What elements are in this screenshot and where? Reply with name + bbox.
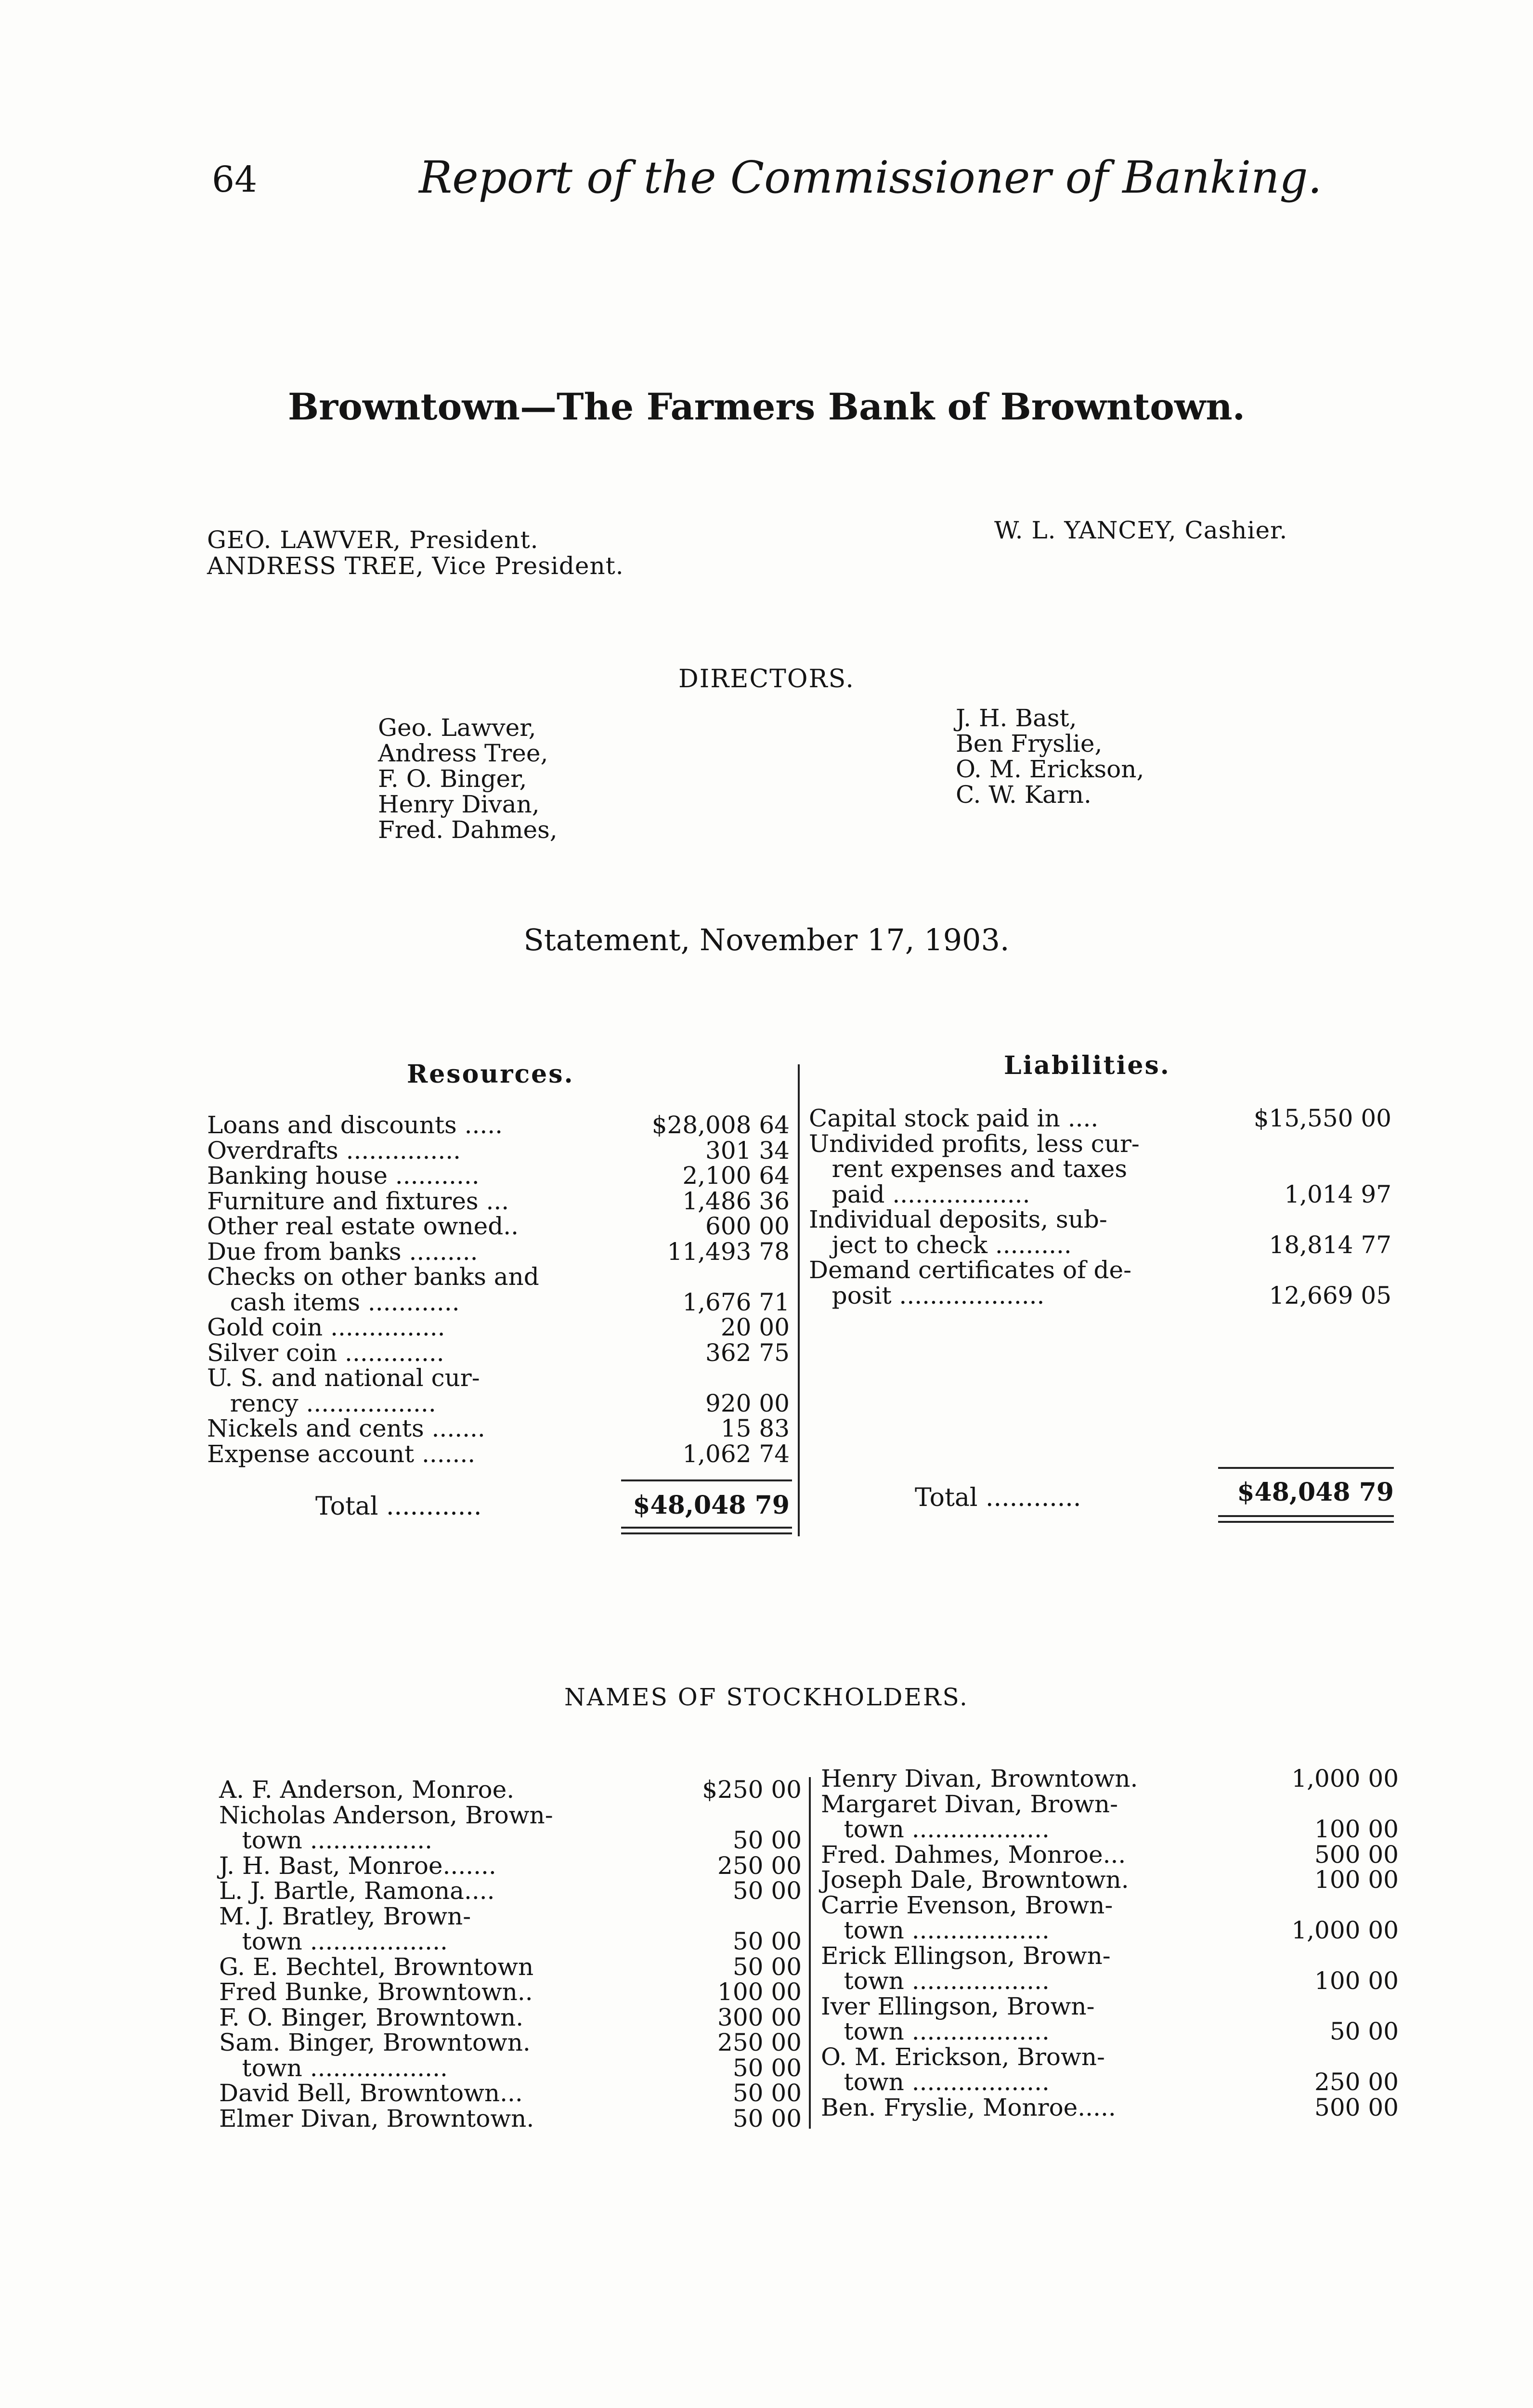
ledger-label: U. S. and national cur- xyxy=(207,1364,480,1392)
liabilities-double-rule xyxy=(1218,1515,1394,1517)
ledger-label: Margaret Divan, Brown- xyxy=(821,1790,1118,1818)
ledger-label: town .................. xyxy=(821,1815,1050,1843)
ledger-amount: 362 75 xyxy=(705,1338,790,1367)
ledger-amount: 1,486 36 xyxy=(682,1187,790,1215)
ledger-row xyxy=(821,1792,1399,1817)
stockholders-divider xyxy=(809,1777,811,2129)
resources-total-label: Total ............ xyxy=(315,1492,482,1521)
ledger-row xyxy=(821,1817,1399,1842)
ledger-row xyxy=(207,1214,790,1239)
ledger-label: Silver coin ............. xyxy=(207,1338,444,1367)
ledger-row xyxy=(821,1766,1399,1791)
ledger-label: Demand certificates of de- xyxy=(809,1256,1131,1284)
liabilities-heading: Liabilities. xyxy=(1004,1051,1170,1080)
ledger-label: Nickels and cents ....... xyxy=(207,1414,485,1442)
ledger-amount: 500 00 xyxy=(1314,1840,1399,1869)
ledger-amount: 50 00 xyxy=(732,1927,802,1955)
director-name: Andress Tree, xyxy=(378,739,548,767)
ledger-label: Joseph Dale, Browntown. xyxy=(821,1866,1129,1894)
ledger-amount: 100 00 xyxy=(1314,1967,1399,1995)
director-name: Henry Divan, xyxy=(378,790,540,818)
directors-left-column xyxy=(378,715,558,843)
director-name: Ben Fryslie, xyxy=(956,730,1103,758)
ledger-row xyxy=(219,2005,802,2030)
liabilities-double-rule xyxy=(1218,1521,1394,1523)
ledger-label: Due from banks ......... xyxy=(207,1237,478,1266)
ledger-amount: 100 00 xyxy=(1314,1866,1399,1894)
ledger-row xyxy=(821,1968,1399,1993)
ledger-label: A. F. Anderson, Monroe. xyxy=(219,1776,515,1804)
ledger-row xyxy=(821,1842,1399,1867)
ledger-row xyxy=(207,1391,790,1416)
ledger-row xyxy=(821,2095,1399,2120)
ledger-amount: 50 00 xyxy=(732,1826,802,1854)
ledger-amount: 250 00 xyxy=(717,2028,802,2056)
ledger-amount: 920 00 xyxy=(705,1389,790,1417)
bank-title: Browntown—The Farmers Bank of Browntown. xyxy=(287,385,1246,428)
ledger-row xyxy=(207,1112,790,1138)
ledger-amount: 20 00 xyxy=(720,1313,790,1341)
ledger-row xyxy=(809,1182,1391,1207)
resources-total-amount: $48,048 79 xyxy=(633,1491,790,1520)
ledger-label: Elmer Divan, Browntown. xyxy=(219,2104,534,2133)
ledger-label: Capital stock paid in .... xyxy=(809,1104,1099,1132)
officer-vice-president: ANDRESS TREE, Vice President. xyxy=(207,552,624,580)
ledger-row xyxy=(207,1163,790,1188)
directors-title: DIRECTORS. xyxy=(678,665,855,694)
ledger-row xyxy=(219,2030,802,2055)
ledger-label: Henry Divan, Browntown. xyxy=(821,1765,1138,1793)
ledger-label: Undivided profits, less cur- xyxy=(809,1129,1140,1158)
ledger-label: town .................. xyxy=(219,1927,448,1955)
ledger-row xyxy=(219,1828,802,1853)
ledger-amount: 100 00 xyxy=(1314,1815,1399,1843)
ledger-row xyxy=(207,1239,790,1264)
ledger-amount: 50 00 xyxy=(732,2054,802,2082)
ledger-amount: $250 00 xyxy=(702,1776,802,1804)
liabilities-total-amount: $48,048 79 xyxy=(1237,1478,1394,1507)
ledger-label: O. M. Erickson, Brown- xyxy=(821,2042,1105,2071)
ledger-row xyxy=(207,1315,790,1340)
ledger-row xyxy=(219,2055,802,2081)
ledger-amount: 50 00 xyxy=(1329,2017,1399,2045)
ledger-amount: 100 00 xyxy=(717,1978,802,2006)
liabilities-total-label: Total ............ xyxy=(915,1483,1081,1512)
director-name: Geo. Lawver, xyxy=(378,714,536,742)
running-title: Report of the Commissioner of Banking. xyxy=(419,152,1322,203)
ledger-label: Overdrafts ............... xyxy=(207,1136,461,1165)
ledger-amount: $28,008 64 xyxy=(651,1111,790,1139)
ledger-row xyxy=(219,1878,802,1903)
ledger-label: G. E. Bechtel, Browntown xyxy=(219,1952,534,1981)
director-name: O. M. Erickson, xyxy=(956,755,1144,783)
ledger-row xyxy=(821,1943,1399,1968)
ledger-amount: 300 00 xyxy=(717,2003,802,2031)
resources-double-rule xyxy=(621,1532,792,1534)
ledger-label: rent expenses and taxes xyxy=(809,1155,1128,1183)
stockholders-title: NAMES OF STOCKHOLDERS. xyxy=(564,1683,969,1711)
ledger-label: town .................. xyxy=(821,2017,1050,2045)
ledger-row xyxy=(821,2044,1399,2069)
ledger-label: M. J. Bratley, Brown- xyxy=(219,1902,471,1930)
ledger-label: town .................. xyxy=(219,2054,448,2082)
ledger-amount: 11,493 78 xyxy=(667,1237,790,1266)
ledger-amount: 1,062 74 xyxy=(682,1440,790,1468)
statement-title: Statement, November 17, 1903. xyxy=(523,922,1010,957)
ledger-label: Sam. Binger, Browntown. xyxy=(219,2028,531,2056)
ledger-row xyxy=(207,1340,790,1365)
directors-right-column xyxy=(956,706,1144,808)
ledger-label: Gold coin ............... xyxy=(207,1313,445,1341)
ledger-amount: 1,000 00 xyxy=(1291,1916,1399,1944)
ledger-label: Furniture and fixtures ... xyxy=(207,1187,509,1215)
officer-president: GEO. LAWVER, President. xyxy=(207,526,539,554)
ledger-label: ject to check .......... xyxy=(809,1230,1072,1259)
ledger-row xyxy=(809,1156,1391,1181)
ledger-label: F. O. Binger, Browntown. xyxy=(219,2003,524,2031)
ledger-label: Erick Ellingson, Brown- xyxy=(821,1941,1111,1970)
ledger-amount: 50 00 xyxy=(732,2079,802,2107)
ledger-label: Individual deposits, sub- xyxy=(809,1205,1107,1233)
liabilities-total-rule xyxy=(1218,1467,1394,1469)
ledger-amount: 600 00 xyxy=(705,1212,790,1240)
ledger-row xyxy=(821,2069,1399,2094)
ledger-row xyxy=(207,1441,790,1466)
ledger-label: Loans and discounts ..... xyxy=(207,1111,503,1139)
ledger-row xyxy=(809,1106,1391,1131)
ledger-label: Fred Bunke, Browntown.. xyxy=(219,1978,533,2006)
ledger-row xyxy=(207,1290,790,1315)
page-number: 64 xyxy=(212,159,258,200)
ledger-amount: 50 00 xyxy=(732,1952,802,1981)
resources-heading: Resources. xyxy=(407,1060,574,1089)
director-name: F. O. Binger, xyxy=(378,765,527,793)
ledger-amount: 15 83 xyxy=(720,1414,790,1442)
ledger-row xyxy=(821,1918,1399,1943)
ledger-row xyxy=(809,1257,1391,1283)
ledger-label: paid .................. xyxy=(809,1180,1030,1208)
ledger-label: David Bell, Browntown... xyxy=(219,2079,523,2107)
resources-double-rule xyxy=(621,1527,792,1529)
ledger-row xyxy=(219,1954,802,1979)
director-name: C. W. Karn. xyxy=(956,781,1091,809)
ledger-label: Other real estate owned.. xyxy=(207,1212,519,1240)
ledger-label: town .................. xyxy=(821,2068,1050,2096)
ledger-label: L. J. Bartle, Ramona.... xyxy=(219,1877,495,1905)
ledger-amount: 1,676 71 xyxy=(682,1288,790,1316)
officer-cashier: W. L. YANCEY, Cashier. xyxy=(994,516,1288,544)
ledger-row xyxy=(219,1777,802,1802)
director-name: J. H. Bast, xyxy=(956,704,1077,732)
ledger-label: town .................. xyxy=(821,1916,1050,1944)
ledger-amount: 50 00 xyxy=(732,1877,802,1905)
ledger-label: Expense account ....... xyxy=(207,1440,476,1468)
ledger-row xyxy=(207,1264,790,1289)
ledger-amount: 250 00 xyxy=(1314,2068,1399,2096)
ledger-row xyxy=(207,1365,790,1390)
ledger-amount: 2,100 64 xyxy=(682,1162,790,1190)
ledger-row xyxy=(809,1207,1391,1232)
ledger-label: Iver Ellingson, Brown- xyxy=(821,1992,1095,2020)
ledger-row xyxy=(821,1893,1399,1918)
ledger-amount: 1,014 97 xyxy=(1284,1180,1391,1208)
ledger-amount: 301 34 xyxy=(705,1136,790,1165)
ledger-row xyxy=(219,2081,802,2106)
ledger-row xyxy=(219,1853,802,1878)
ledger-label: rency ................. xyxy=(207,1389,436,1417)
ledger-label: Checks on other banks and xyxy=(207,1263,539,1291)
resources-total-rule xyxy=(621,1479,792,1481)
ledger-amount: 50 00 xyxy=(732,2104,802,2133)
ledger-amount: 250 00 xyxy=(717,1851,802,1880)
ledger-label: Nicholas Anderson, Brown- xyxy=(219,1801,553,1829)
ledger-label: posit ................... xyxy=(809,1281,1045,1309)
ledger-label: Fred. Dahmes, Monroe... xyxy=(821,1840,1126,1869)
ledger-row xyxy=(219,1929,802,1954)
ledger-label: Banking house ........... xyxy=(207,1162,480,1190)
ledger-row xyxy=(809,1232,1391,1257)
ledger-row xyxy=(219,1904,802,1929)
ledger-amount: 12,669 05 xyxy=(1269,1281,1391,1309)
ledger-amount: 18,814 77 xyxy=(1269,1230,1391,1259)
ledger-amount: $15,550 00 xyxy=(1253,1104,1391,1132)
ledger-label: Ben. Fryslie, Monroe..... xyxy=(821,2093,1116,2121)
ledger-row xyxy=(821,1867,1399,1892)
director-name: Fred. Dahmes, xyxy=(378,816,558,844)
ledger-label: town .................. xyxy=(821,1967,1050,1995)
ledger-row xyxy=(219,1979,802,2004)
ledger-row xyxy=(219,1803,802,1828)
ledger-row xyxy=(207,1138,790,1163)
ledger-row xyxy=(207,1416,790,1441)
ledger-row xyxy=(219,2106,802,2131)
ledger-label: Carrie Evenson, Brown- xyxy=(821,1891,1113,1919)
ledger-amount: 1,000 00 xyxy=(1291,1765,1399,1793)
ledger-row xyxy=(821,1994,1399,2019)
ledger-label: cash items ............ xyxy=(207,1288,460,1316)
statement-divider xyxy=(798,1064,800,1536)
ledger-amount: 500 00 xyxy=(1314,2093,1399,2121)
ledger-label: town ................ xyxy=(219,1826,433,1854)
ledger-row xyxy=(821,2019,1399,2044)
ledger-row xyxy=(809,1283,1391,1308)
ledger-row xyxy=(207,1189,790,1214)
ledger-label: J. H. Bast, Monroe....... xyxy=(219,1851,496,1880)
ledger-row xyxy=(809,1131,1391,1156)
